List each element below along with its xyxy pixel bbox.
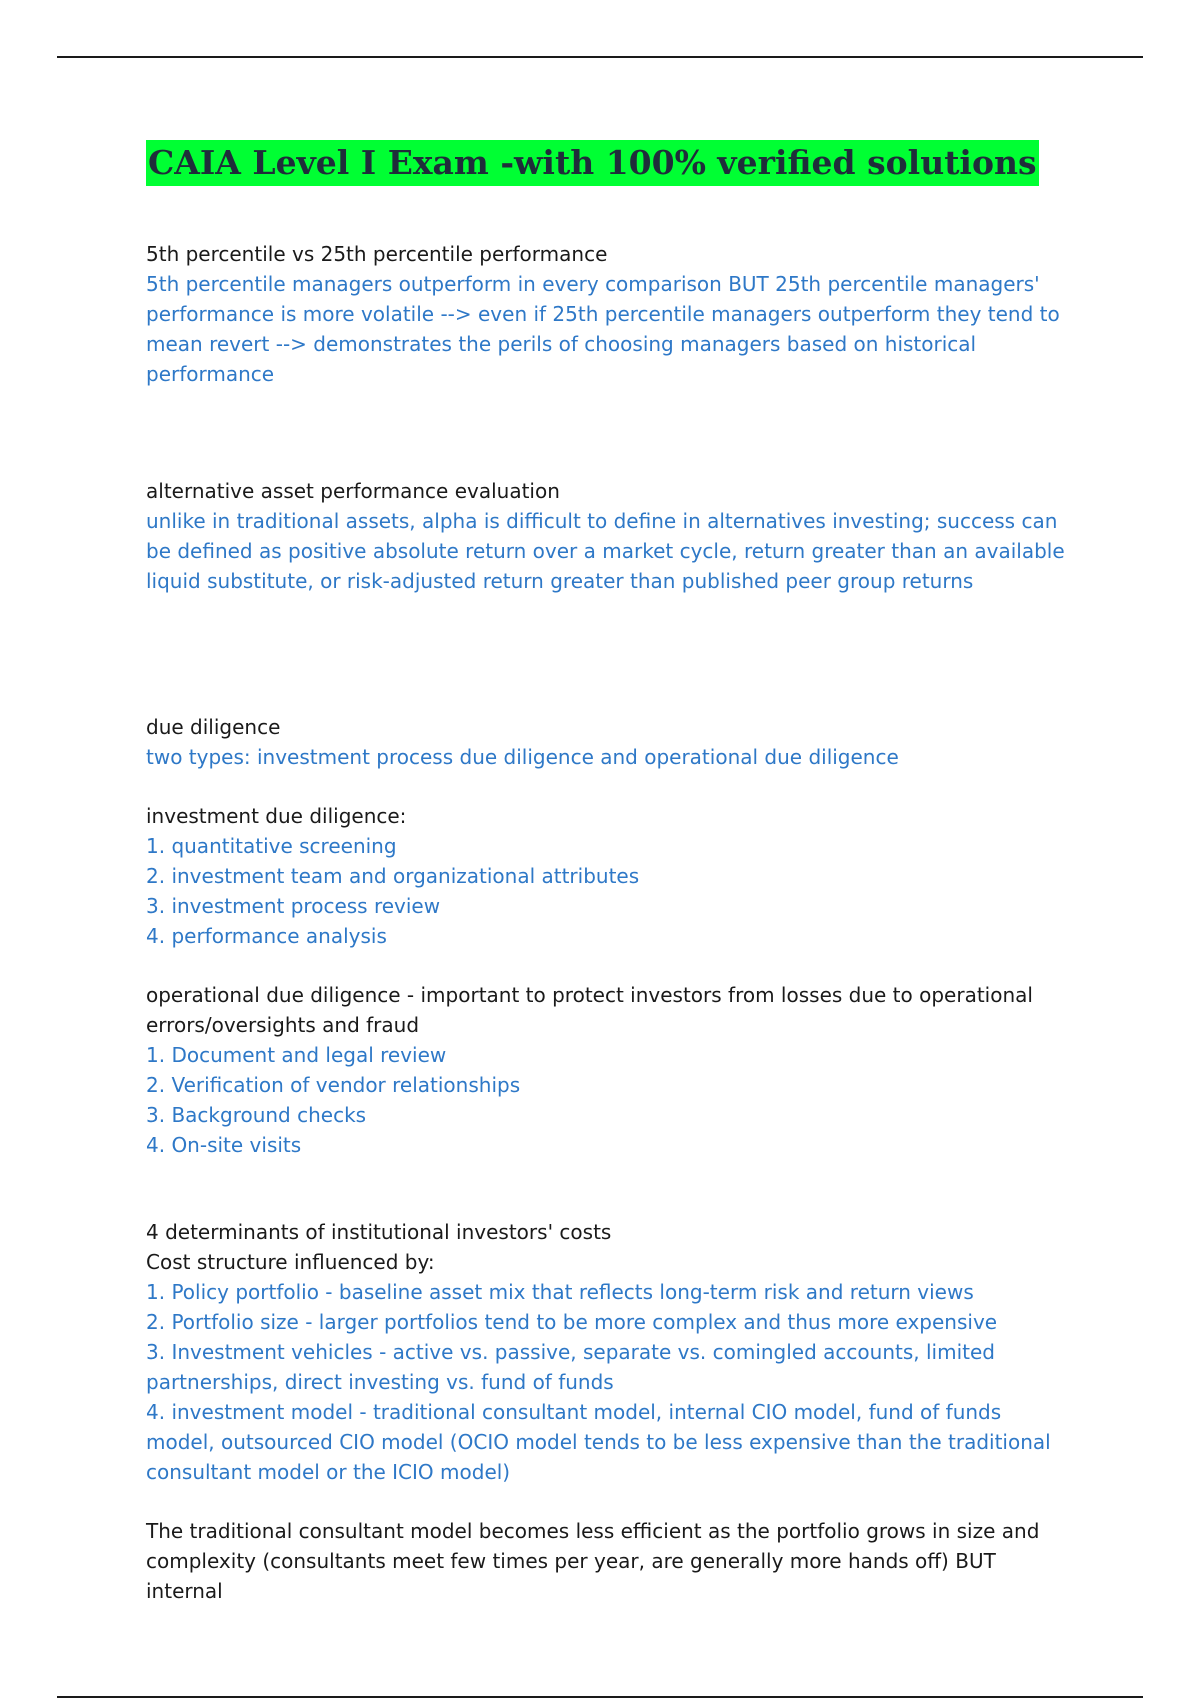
- list-item: 1. Policy portfolio - baseline asset mix that reflects long-term risk and return views: [146, 1280, 974, 1304]
- document-title: CAIA Level I Exam -with 100% verified solutions: [146, 140, 1039, 186]
- subquestion-text: Cost structure influenced by:: [146, 1250, 435, 1274]
- spacer: [146, 683, 1076, 712]
- list-item: 4. performance analysis: [146, 924, 387, 948]
- question-text: due diligence: [146, 715, 281, 739]
- answer-text: 5th percentile managers outperform in every comparison BUT 25th percentile managers' performance is more volatile --> even if 25th percentile managers outperform they tend to mean revert --> demonstrates the perils of choosing managers based on historical performance: [146, 272, 1060, 386]
- paragraph-consultant-model: [146, 1516, 1076, 1606]
- list-item: 3. Investment vehicles - active vs. passive, separate vs. comingled accounts, limited partnerships, direct investing vs. fund of funds: [146, 1340, 995, 1394]
- document-body: [146, 140, 1076, 1606]
- spacer: [146, 596, 1076, 683]
- question-text: 4 determinants of institutional investors' costs: [146, 1220, 612, 1244]
- spacer: [146, 772, 1076, 801]
- spacer: [146, 1487, 1076, 1516]
- qa-block-percentile: [146, 239, 1076, 389]
- list-item: 1. quantitative screening: [146, 834, 397, 858]
- spacer: [146, 389, 1076, 476]
- qa-block-operational-due-diligence: [146, 980, 1076, 1160]
- list-item: 2. Portfolio size - larger portfolios tend to be more complex and thus more expensive: [146, 1310, 998, 1334]
- footer-rule: [57, 1696, 1143, 1698]
- question-text: 5th percentile vs 25th percentile performance: [146, 242, 608, 266]
- paragraph-text: The traditional consultant model becomes less efficient as the portfolio grows in size and complexity (consultants meet few times per year, are generally more hands off) BUT internal: [146, 1519, 1040, 1603]
- qa-block-performance-evaluation: [146, 476, 1076, 596]
- spacer: [146, 951, 1076, 980]
- list-item: 2. investment team and organizational attributes: [146, 864, 640, 888]
- list-item: 2. Verification of vendor relationships: [146, 1073, 521, 1097]
- answer-text: two types: investment process due diligence and operational due diligence: [146, 745, 899, 769]
- list-item: 3. Background checks: [146, 1103, 367, 1127]
- spacer: [146, 1160, 1076, 1217]
- qa-block-due-diligence: [146, 712, 1076, 772]
- question-text: investment due diligence:: [146, 804, 407, 828]
- qa-block-investment-due-diligence: [146, 801, 1076, 951]
- question-text: alternative asset performance evaluation: [146, 479, 560, 503]
- list-item: 3. investment process review: [146, 894, 441, 918]
- answer-text: unlike in traditional assets, alpha is difficult to define in alternatives investing; success can be defined as positive absolute return over a market cycle, return greater than an available liquid substitute, or risk-adjusted return greater than published peer group returns: [146, 509, 1065, 593]
- list-item: 1. Document and legal review: [146, 1043, 447, 1067]
- question-text: operational due diligence - important to protect investors from losses due to operational errors/oversights and fraud: [146, 983, 1033, 1037]
- list-item: 4. On-site visits: [146, 1133, 302, 1157]
- header-rule: [57, 56, 1143, 58]
- qa-block-investor-costs: [146, 1217, 1076, 1487]
- list-item: 4. investment model - traditional consultant model, internal CIO model, fund of funds model, outsourced CIO model (OCIO model tends to be less expensive than the traditional consultant model or the ICIO model): [146, 1400, 1051, 1484]
